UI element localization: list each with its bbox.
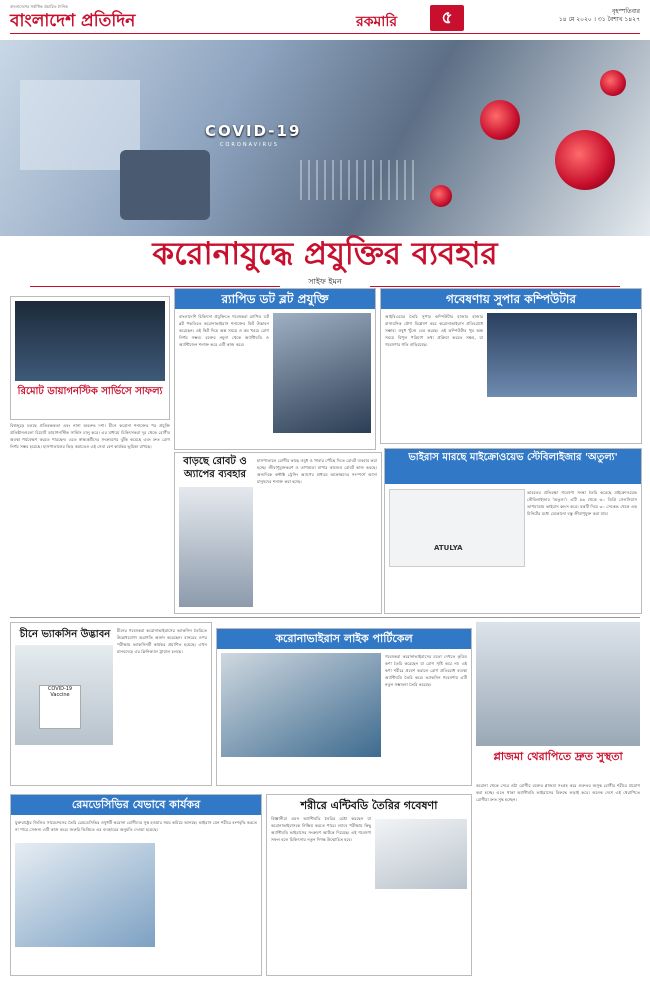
robot-image bbox=[179, 487, 253, 607]
virus-particle-icon bbox=[555, 130, 615, 190]
vaccine-vial-label: COVID-19 Vaccine bbox=[39, 685, 81, 729]
antibody-box bbox=[266, 794, 472, 976]
super-computer-box bbox=[380, 288, 642, 444]
plasma-body: করোনা থেকে সেরে ওঠা রোগীর রক্তের প্লাজমা সংগ্রহ করে গুরুতর অসুস্থ রোগীর শরীরে প্রয়োগ করা হচ্ছে। এতে থাকা অ্যান্টিবডি ভাইরাসের বিরুদ্ধে লড়াই করে। অনেক দেশে এই থেরাপিতে রোগীরা দ্রুত সুস্থ হচ্ছেন। bbox=[476, 783, 640, 802]
vaccine-vial-image bbox=[15, 645, 113, 745]
hero-covid-title: COVID-19 bbox=[205, 122, 302, 140]
supercomputer-image bbox=[487, 313, 637, 397]
remote-diagnostic-box bbox=[10, 296, 170, 420]
super-body: আইবিএমের তৈরি সুপার কম্পিউটার হাজার হাজার রাসায়নিক যৌগ বিশ্লেষণ করে করোনাভাইরাস প্রতিরোধে সম্ভাব্য ওষুধ খুঁজে বের করছে। এই কম্পিউটার খুব অল্প সময়ে বিপুল পরিমাণ তথ্য প্রক্রিয়া করতে সক্ষম, যা গবেষণার গতি বাড়িয়েছে। bbox=[385, 314, 483, 347]
logo-tagline: বাংলাদেশের সর্বাধিক প্রচারিত দৈনিক bbox=[10, 4, 68, 9]
lab-worker-image bbox=[221, 653, 381, 757]
newspaper-logo[interactable]: বাংলাদেশ প্রতিদিন bbox=[10, 11, 136, 31]
particle-box bbox=[216, 628, 472, 786]
control-room-image bbox=[15, 301, 165, 381]
robot-body: হাসপাতালে রোগীর কাছে ওষুধ ও খাবার পৌঁছে দিতে রোবট ব্যবহার করা হচ্ছে। জীবাণুমুক্তকরণ ও তাপমাত্রা মাপার কাজেও রোবট কাজ করছে। অন্যদিকে কন্টাক্ট ট্রেসিং অ্যাপের মাধ্যমে আক্রান্তদের সংস্পর্শে আসা মানুষদের শনাক্ত করা হচ্ছে। bbox=[257, 458, 377, 484]
vaccine-body: চীনের গবেষকরা করোনাভাইরাসের ভ্যাকসিন তৈরিতে উল্লেখযোগ্য অগ্রগতি অর্জন করেছেন। বানরের ওপর পরীক্ষায় ভ্যাকসিনটি কার্যকর প্রমাণিত হয়েছে। এখন মানবদেহে এর ক্লিনিক্যাল ট্রায়াল চলছে। bbox=[117, 628, 207, 654]
remote-body: বিশ্বজুড়ে চলছে প্রতিবন্ধকতা এবং নানা অবরুদ্ধ দশা। চীনে করোনা শনাক্তের পর প্রযুক্তি প্রতিষ্ঠানগুলো রিমোট ডায়াগনস্টিক সার্ভিস চালু করে। এর মাধ্যমে চিকিৎসকরা দূর থেকে রোগীর অবস্থা পর্যবেক্ষণ করতে পারছেন। এতে স্বাস্থ্যকর্মীদের সংক্রমণের ঝুঁকি কমেছে এবং দ্রুত রোগ নির্ণয় সম্ভব হয়েছে। হাসপাতালের ভিড় কমাতেও এই সেবা বেশ কার্যকর ভূমিকা রাখছে। bbox=[10, 423, 170, 449]
microscope-image bbox=[120, 150, 210, 220]
hero-image bbox=[0, 40, 650, 236]
atulya-box bbox=[384, 448, 642, 614]
atulya-title: ভাইরাস মারছে মাইক্রোওয়েভ স্টেবিলাইজার 'অতুল্য' bbox=[385, 449, 641, 484]
antibody-title: শরীরে এন্টিবডি তৈরির গবেষণা bbox=[300, 799, 438, 812]
hero-covid-subtitle: CORONAVIRUS bbox=[220, 142, 279, 148]
virus-particle-icon bbox=[600, 70, 626, 96]
atulya-device-label: ATULYA bbox=[434, 544, 463, 552]
date-line: ১৪ মে ২০২০ । ৩১ বৈশাখ ১৪২৭ bbox=[558, 16, 640, 23]
virus-particle-icon bbox=[430, 185, 452, 207]
syringe-image bbox=[15, 843, 155, 947]
virus-particle-icon bbox=[480, 100, 520, 140]
antibody-body: বিজ্ঞানীরা এমন অ্যান্টিবডি তৈরির চেষ্টা করছেন যা করোনাভাইরাসকে নিষ্ক্রিয় করতে পারে। ল্যাবে পরীক্ষায় কিছু অ্যান্টিবডি ভাইরাসের সংক্রমণ আটকে দিয়েছে। এই গবেষণা সফল হলে চিকিৎসায় নতুন দিগন্ত উন্মোচিত হবে। bbox=[271, 816, 371, 842]
page-number: ৫ bbox=[430, 5, 464, 31]
remdesivir-body: যুক্তরাষ্ট্রের জিলিড সায়েন্সেসের তৈরি রেমডেসিভির ওষুধটি করোনা রোগীদের সুস্থ হওয়ার সময় কমিয়ে আনছে। ভাইরাস যেন শরীরে বংশবৃদ্ধি করতে না পারে সেজন্য এটি কাজ করে। জরুরি ভিত্তিতে এর ব্যবহারের অনুমতি দেওয়া হয়েছে। bbox=[15, 820, 257, 832]
header-divider bbox=[10, 33, 640, 34]
section-divider bbox=[10, 617, 640, 618]
remote-title: রিমোট ডায়াগনস্টিক সার্ভিসে সাফল্য bbox=[17, 386, 163, 397]
robot-app-box bbox=[174, 452, 382, 614]
remdesivir-box bbox=[10, 794, 262, 976]
rapid-title: র‍্যাপিড ডট ব্লট প্রযুক্তি bbox=[175, 289, 375, 309]
particle-body: গবেষকরা করোনাভাইরাসের মতো দেখতে কৃত্রিম কণা তৈরি করেছেন যা রোগ সৃষ্টি করে না। এই কণা শরীরে প্রবেশ করালে রোগ প্রতিরোধ ব্যবস্থা অ্যান্টিবডি তৈরি করে। ভ্যাকসিন গবেষণায় এটি নতুন সম্ভাবনা তৈরি করেছে। bbox=[385, 654, 467, 687]
atulya-device-image bbox=[389, 489, 525, 567]
rapid-body: বাংলাদেশি চিকিৎসা প্রযুক্তিতে গবেষকরা র‍্যাপিড ডট ব্লট পদ্ধতিতে করোনাভাইরাস শনাক্তের কিট উদ্ভাবন করেছেন। এই কিট দিয়ে অল্প সময়ে ও কম খরচে রোগ নির্ণয় সম্ভব। রক্তের নমুনা থেকে অ্যান্টিবডি ও অ্যান্টিজেন শনাক্ত করে এটি কাজ করে। bbox=[179, 314, 269, 347]
rapid-dot-blot-box bbox=[174, 288, 376, 450]
plasma-lab-image bbox=[476, 622, 640, 746]
issue-date bbox=[559, 8, 640, 24]
test-kit-image bbox=[273, 313, 371, 433]
particle-title: করোনাভাইরাস লাইক পার্টিকেল bbox=[217, 629, 471, 649]
robot-title: বাড়ছে রোবট ও অ্যাপের ব্যবহার bbox=[183, 456, 247, 480]
super-title: গবেষণায় সুপার কম্পিউটার bbox=[381, 289, 641, 309]
byline: সাইফ ইমন bbox=[308, 277, 342, 286]
section-name: রকমারি bbox=[356, 14, 398, 30]
remdesivir-title: রেমডেসিভির যেভাবে কার্যকর bbox=[11, 795, 261, 815]
main-headline: করোনাযুদ্ধে প্রযুক্তির ব্যবহার bbox=[152, 236, 498, 272]
vaccine-title: চীনে ভ্যাকসিন উদ্ভাবন bbox=[19, 629, 111, 640]
weekday: বৃহস্পতিবার bbox=[612, 8, 640, 15]
antibody-test-image bbox=[375, 819, 467, 889]
byline-rule-right bbox=[370, 286, 620, 287]
atulya-body: ভারতের প্রতিরক্ষা গবেষণা সংস্থা তৈরি করেছে মাইক্রোওয়েভ স্টেবিলাইজার 'অতুল্য'। এটি ৫৬ থেকে ৬০ ডিগ্রি সেলসিয়াস তাপমাত্রায় ভাইরাস ধ্বংস করে। যন্ত্রটি দিয়ে ৩০ সেকেন্ড থেকে এক মিনিটের মধ্যে যেকোনো বস্তু জীবাণুমুক্ত করা যায়। bbox=[527, 490, 637, 516]
plasma-title: প্লাজমা থেরাপিতে দ্রুত সুস্থতা bbox=[493, 750, 623, 763]
vaccine-box bbox=[10, 622, 212, 786]
test-tubes-image bbox=[300, 160, 420, 200]
